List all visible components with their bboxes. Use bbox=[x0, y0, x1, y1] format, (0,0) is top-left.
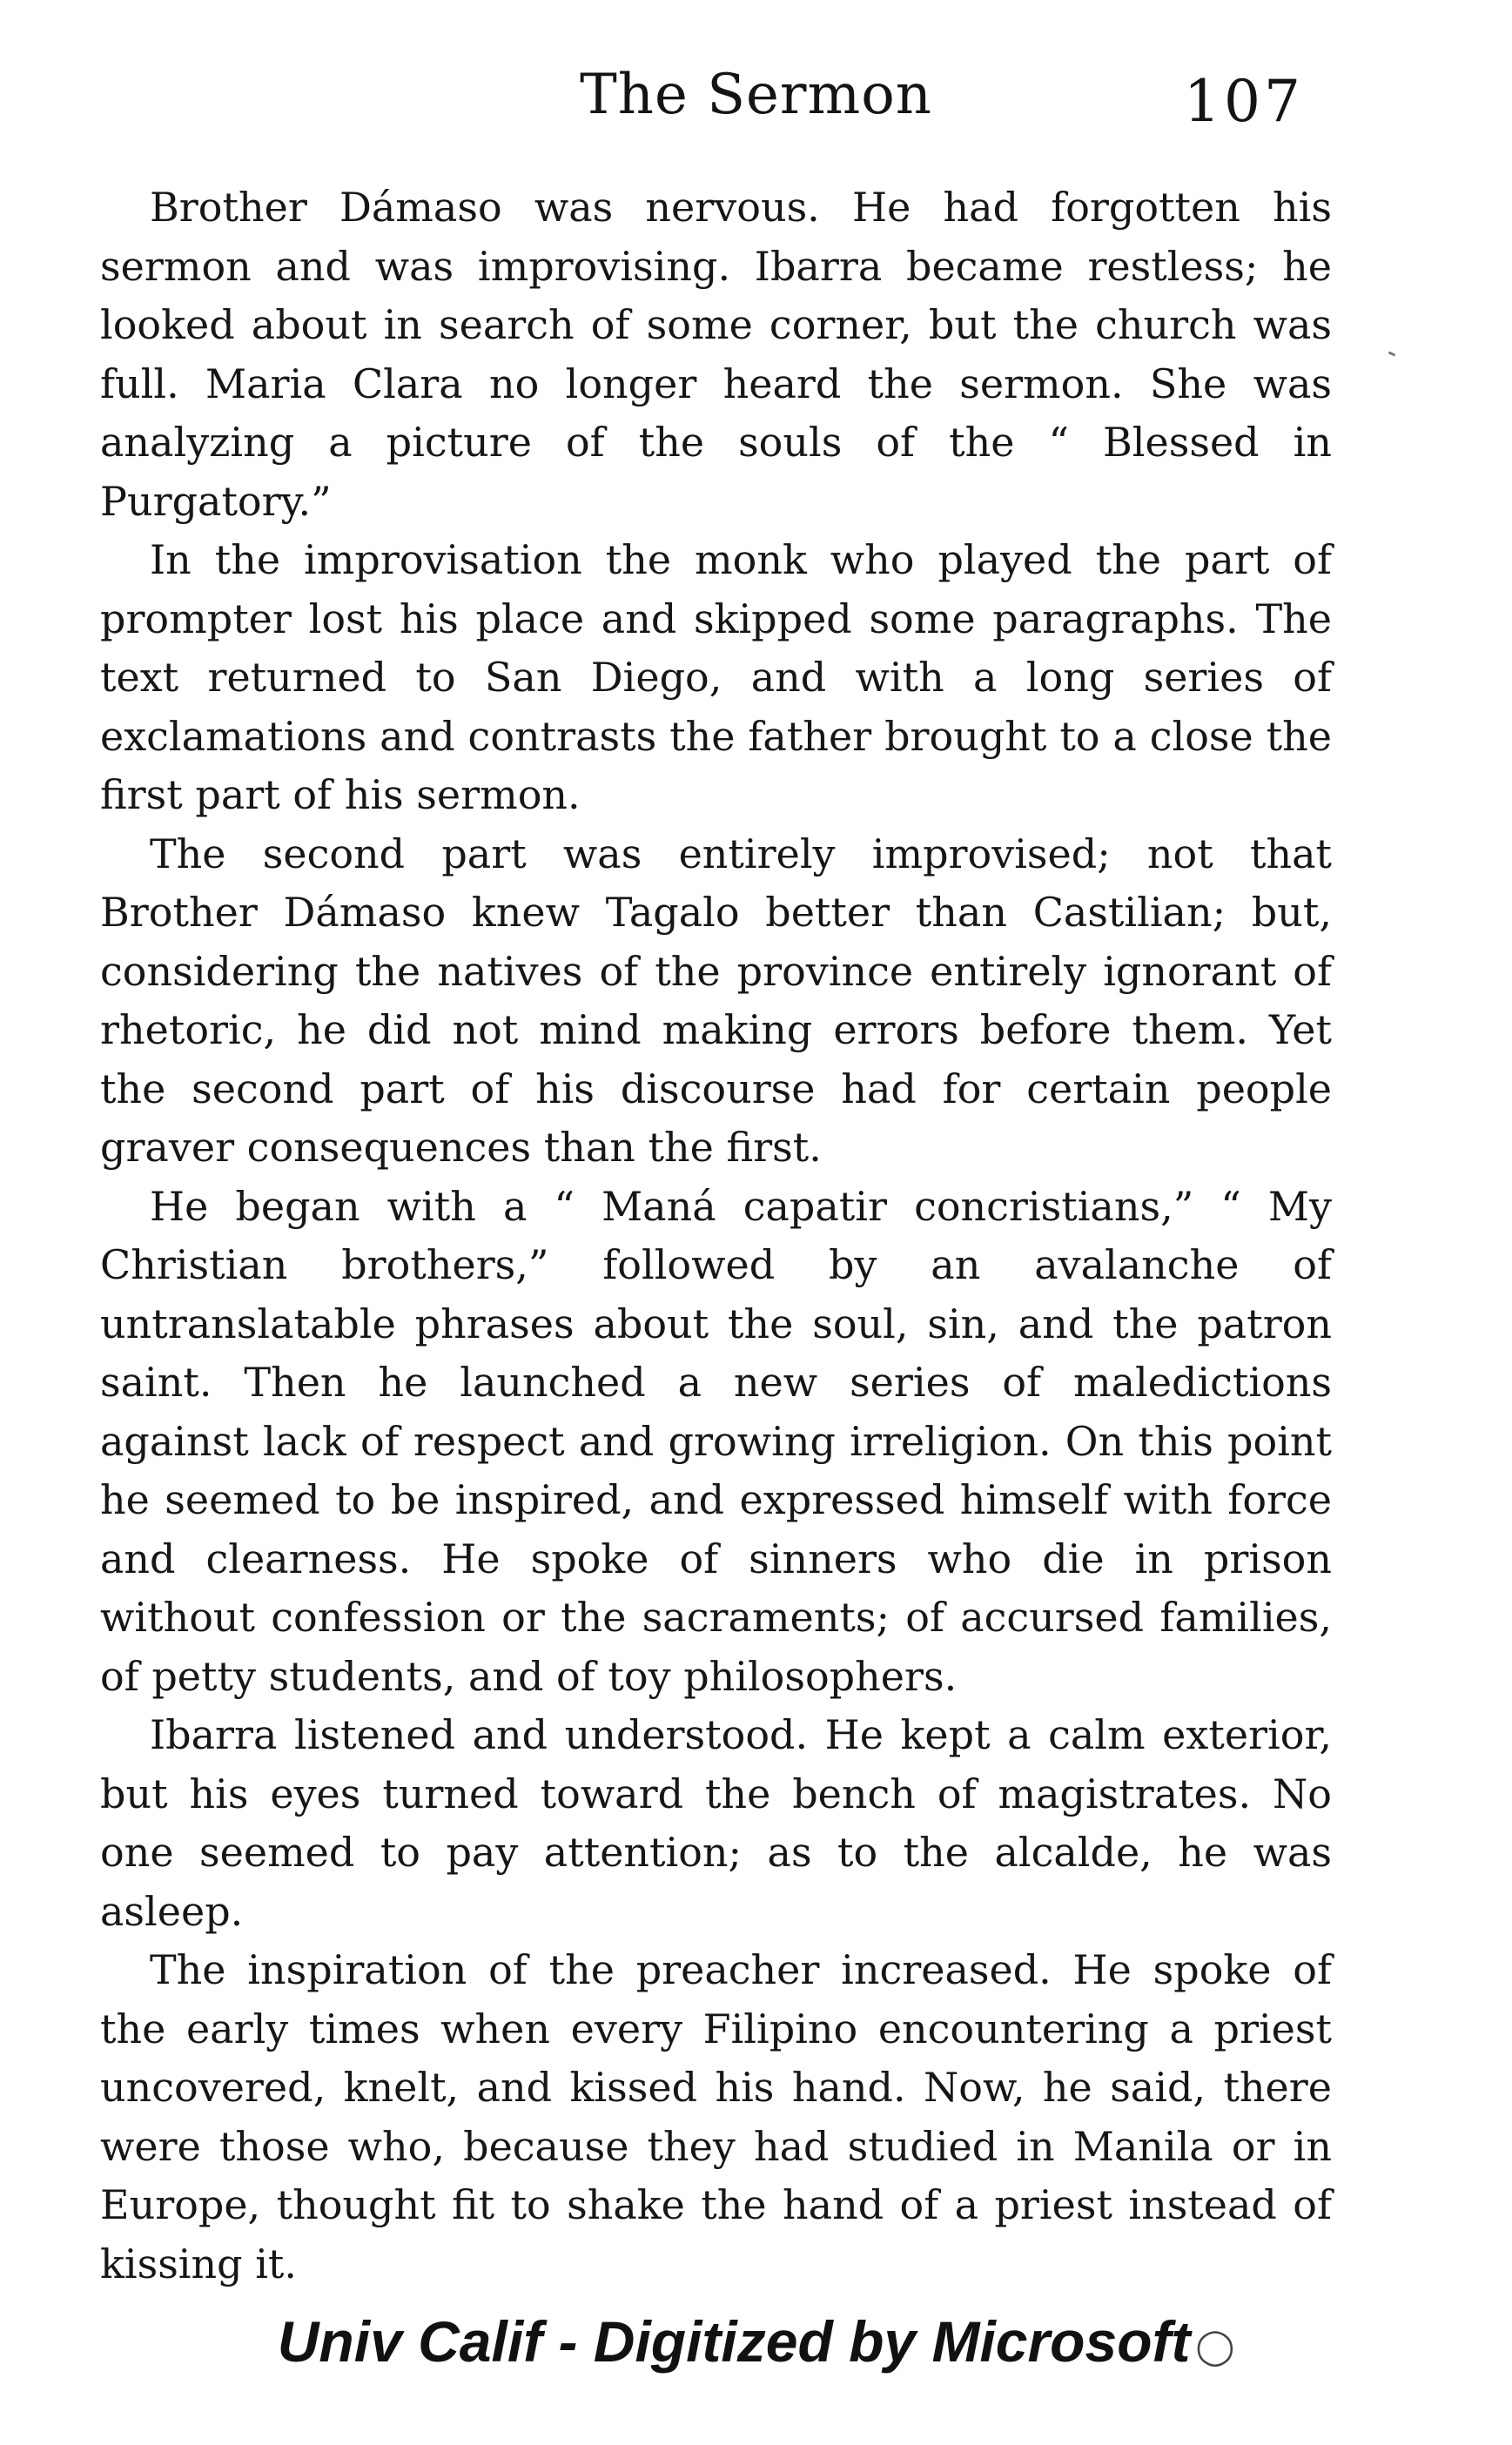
page-number: 107 bbox=[1184, 68, 1304, 135]
digitization-watermark bbox=[0, 2308, 1512, 2374]
paragraph-3: The second part was entirely improvised; not that Brother Dámaso knew Tagalo better than Castilian; but, considering the natives of the province entirely ignorant of rhetoric, he did not mind making errors before them. Yet the second part of his discourse had for certain people graver consequences than the first. bbox=[100, 830, 1332, 1171]
paragraph-1: Brother Dámaso was nervous. He had forgotten his sermon and was improvising. Ibarra became restless; he looked about in search of some corner, but the church was full. Maria Clara no longer heard the sermon. She was analyzing a picture of the souls of the “ Blessed in Purgatory.” bbox=[100, 184, 1332, 525]
paragraph-5: Ibarra listened and understood. He kept a calm exterior, but his eyes turned toward the bench of magistrates. No one seemed to pay attention; as to the alcalde, he was asleep. bbox=[100, 1711, 1332, 1935]
paragraph-6: The inspiration of the preacher increased. He spoke of the early times when every Filipino encountering a priest uncovered, knelt, and kissed his hand. Now, he said, there were those who, because they had studied in Manila or in Europe, thought fit to shake the hand of a priest instead of kissing it. bbox=[100, 1946, 1332, 2287]
watermark-text: Univ Calif - Digitized by Microsoft bbox=[277, 2309, 1191, 2374]
microsoft-logo-icon: ◯ bbox=[1195, 2327, 1235, 2366]
body-text bbox=[100, 178, 1332, 2294]
paragraph-4: He began with a “ Maná capatir concristians,” “ My Christian brothers,” followed by an avalanche of untranslatable phrases about the soul, sin, and the patron saint. Then he launched a new series of maledictions against lack of respect and growing irreligion. On this point he seemed to be inspired, and expressed himself with force and clearness. He spoke of sinners who die in prison without confession or the sacraments; of accursed families, of petty students, and of toy philosophers. bbox=[100, 1182, 1332, 1700]
stray-ink-mark bbox=[1388, 351, 1396, 356]
paragraph-2: In the improvisation the monk who played the part of prompter lost his place and skipped some paragraphs. The text returned to San Diego, and with a long series of exclamations and contrasts the father brought to a close the first part of his sermon. bbox=[100, 536, 1332, 818]
running-title: The Sermon bbox=[580, 63, 932, 127]
